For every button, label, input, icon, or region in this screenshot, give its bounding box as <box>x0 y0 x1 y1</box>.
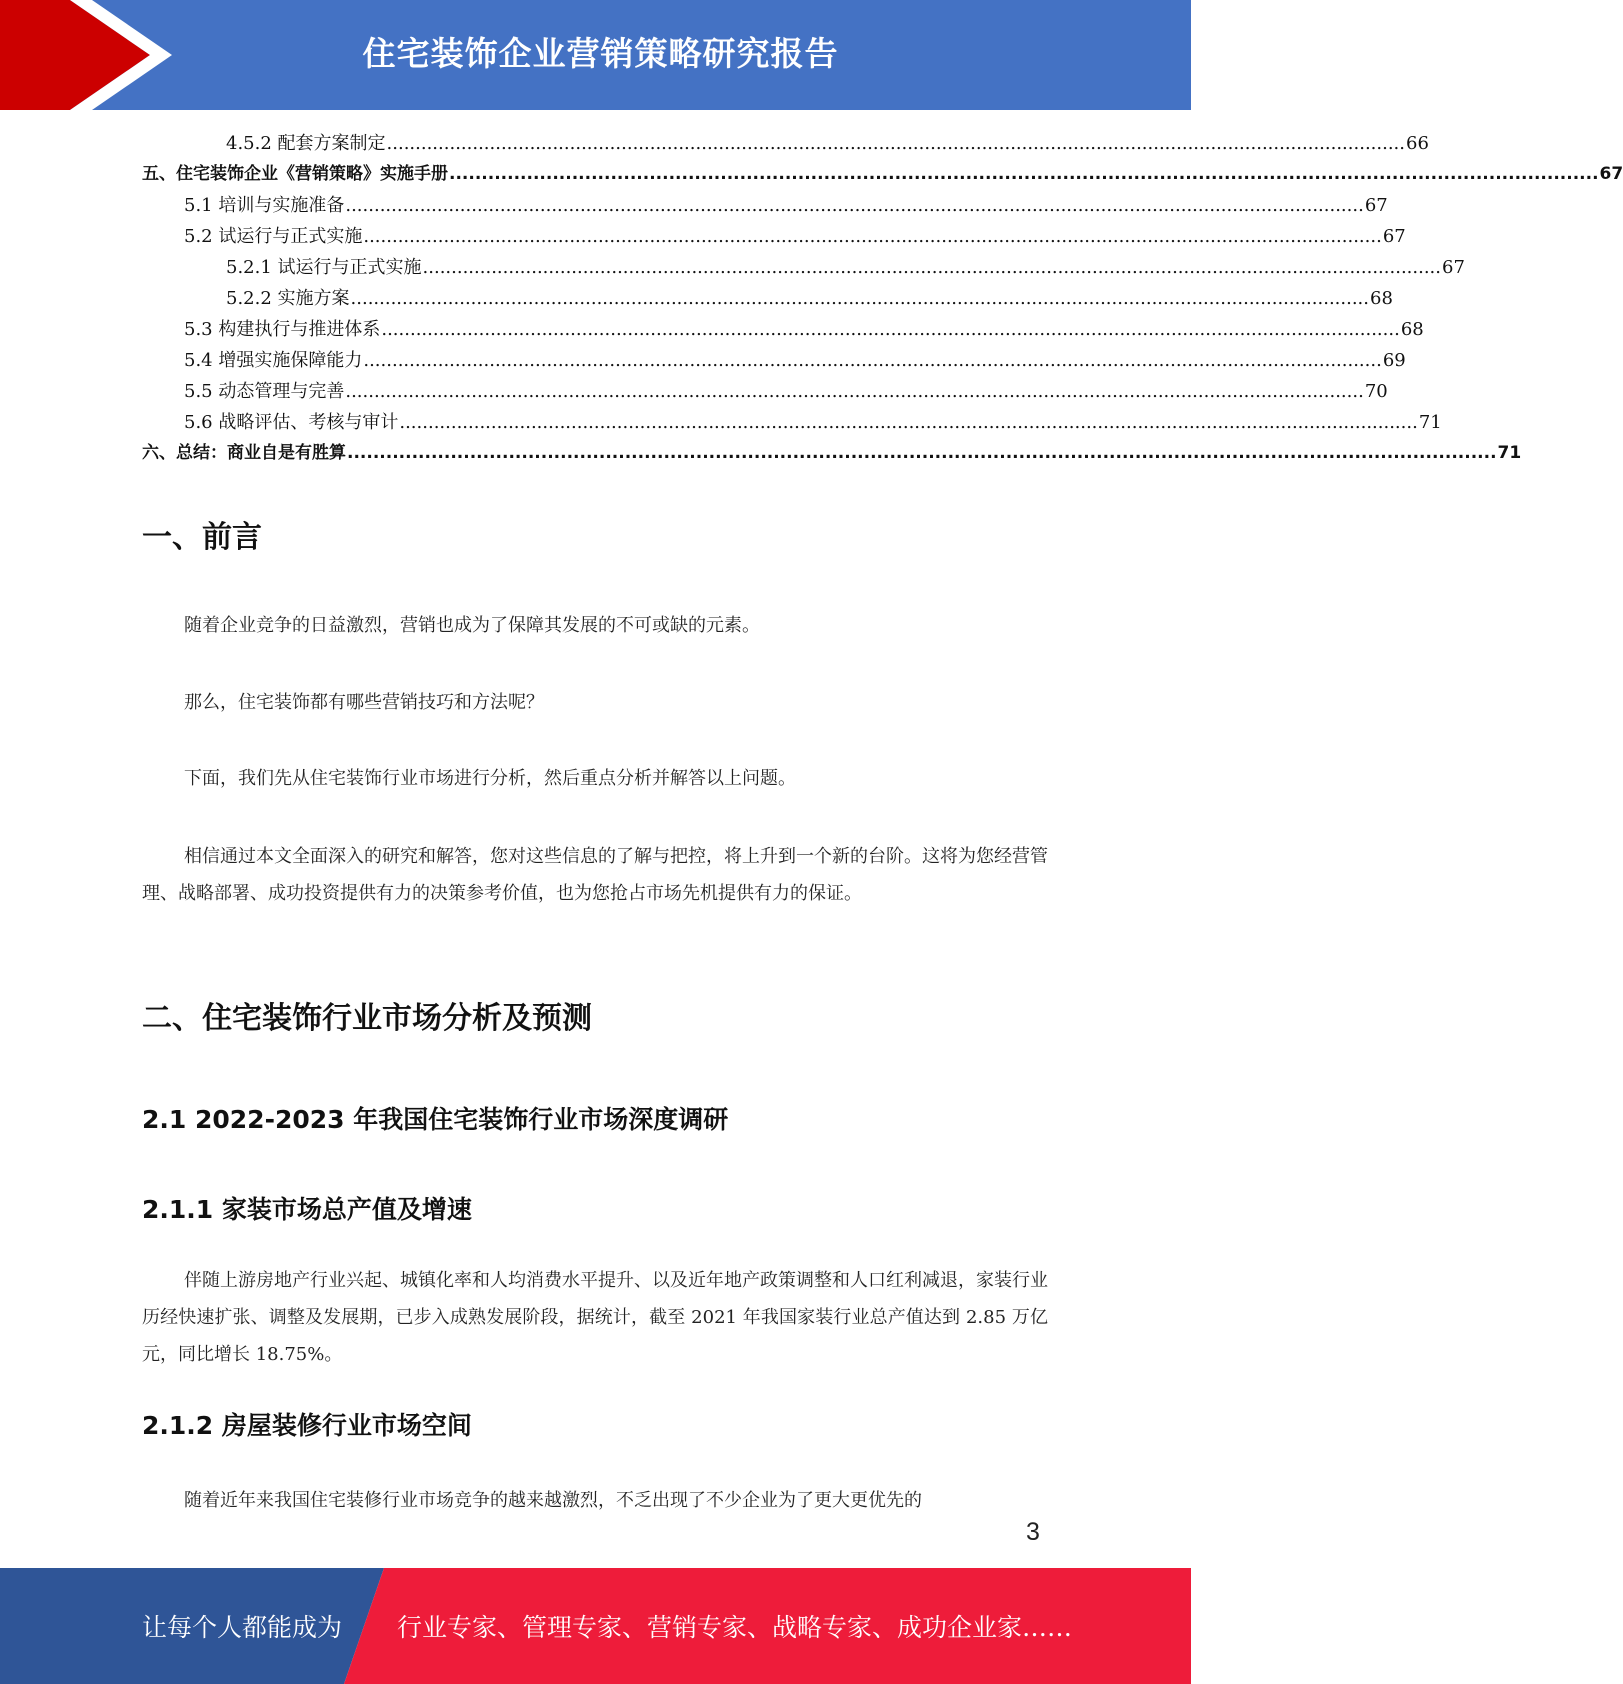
toc-leader: .................................................................................................................................................................................. <box>350 288 1369 309</box>
page-footer <box>0 1568 1191 1684</box>
toc-leader: .................................................................................................................................................................................. <box>345 195 1364 216</box>
paragraph: 伴随上游房地产行业兴起、城镇化率和人均消费水平提升、以及近年地产政策调整和人口红利减退，家装行业历经快速扩张、调整及发展期，已步入成熟发展阶段，据统计，截至 2021 年我国家装行业总产值达到 2.85 万亿元，同比增长 18.75%。 <box>142 1270 1048 1365</box>
toc-entry-page: 70 <box>1364 381 1388 402</box>
toc-entry[interactable] <box>142 128 1429 159</box>
paragraph: 那么，住宅装饰都有哪些营销技巧和方法呢？ <box>184 692 544 713</box>
section-heading: 二、住宅装饰行业市场分析及预测 <box>142 1001 592 1036</box>
toc-entry-page: 67 <box>1599 164 1623 184</box>
toc-entry-label: 4.5.2 配套方案制定 <box>226 133 386 154</box>
paragraph: 随着企业竞争的日益激烈，营销也成为了保障其发展的不可或缺的元素。 <box>184 615 760 636</box>
section-heading: 一、前言 <box>142 520 262 555</box>
toc-entry-page: 66 <box>1406 133 1429 154</box>
toc-entry[interactable] <box>142 221 1406 252</box>
toc-entry[interactable] <box>142 438 1522 469</box>
toc-entry-page: 71 <box>1497 443 1522 463</box>
toc-entry[interactable] <box>142 345 1406 376</box>
toc-leader: .................................................................................................................................................................................. <box>381 319 1400 340</box>
toc-entry-label: 5.2 试运行与正式实施 <box>184 226 363 247</box>
subsection-heading: 2.1.2 房屋装修行业市场空间 <box>142 1411 472 1440</box>
table-of-contents <box>142 128 1623 469</box>
toc-entry[interactable] <box>142 159 1623 190</box>
toc-entry[interactable] <box>142 252 1465 283</box>
subsection-heading: 2.1.1 家装市场总产值及增速 <box>142 1195 472 1224</box>
toc-leader: .................................................................................................................................................................................. <box>399 412 1418 433</box>
toc-leader: .................................................................................................................................................................................. <box>347 443 1497 463</box>
toc-entry-page: 69 <box>1382 350 1406 371</box>
toc-entry-label: 5.3 构建执行与推进体系 <box>184 319 381 340</box>
document-title: 住宅装饰企业营销策略研究报告 <box>362 34 839 73</box>
toc-leader: .................................................................................................................................................................................. <box>363 350 1382 371</box>
toc-entry-label: 5.6 战略评估、考核与审计 <box>184 412 399 433</box>
toc-entry-label: 5.2.2 实施方案 <box>226 288 350 309</box>
paragraph: 随着近年来我国住宅装修行业市场竞争的越来越激烈，不乏出现了不少企业为了更大更优先的 <box>184 1490 922 1511</box>
toc-entry-page: 68 <box>1400 319 1424 340</box>
page-header <box>0 0 1191 110</box>
toc-leader: .................................................................................................................................................................................. <box>449 164 1599 184</box>
toc-entry-page: 67 <box>1442 257 1465 278</box>
toc-entry-label: 5.4 增强实施保障能力 <box>184 350 363 371</box>
page-number: 3 <box>1026 1518 1040 1546</box>
footer-slogan-left: 让每个人都能成为 <box>142 1613 343 1642</box>
toc-entry[interactable] <box>142 407 1442 438</box>
toc-leader: .................................................................................................................................................................................. <box>422 257 1441 278</box>
footer-slogan-right: 行业专家、管理专家、营销专家、战略专家、成功企业家…… <box>397 1613 1073 1642</box>
toc-leader: .................................................................................................................................................................................. <box>363 226 1382 247</box>
toc-entry-label: 5.2.1 试运行与正式实施 <box>226 257 422 278</box>
toc-entry-page: 68 <box>1370 288 1393 309</box>
toc-entry-label: 五、住宅装饰企业《营销策略》实施手册 <box>142 164 448 184</box>
toc-entry[interactable] <box>142 376 1388 407</box>
toc-leader: .................................................................................................................................................................................. <box>386 133 1405 154</box>
toc-entry-page: 67 <box>1382 226 1406 247</box>
toc-entry-page: 67 <box>1364 195 1388 216</box>
toc-entry-page: 71 <box>1418 412 1442 433</box>
subsection-heading: 2.1 2022-2023 年我国住宅装饰行业市场深度调研 <box>142 1105 729 1134</box>
paragraph: 相信通过本文全面深入的研究和解答，您对这些信息的了解与把控，将上升到一个新的台阶。这将为您经营管理、战略部署、成功投资提供有力的决策参考价值，也为您抢占市场先机提供有力的保证。 <box>142 846 1048 904</box>
toc-entry-label: 六、总结：商业自是有胜算 <box>142 443 346 463</box>
toc-leader: .................................................................................................................................................................................. <box>345 381 1364 402</box>
toc-entry[interactable] <box>142 283 1393 314</box>
toc-entry[interactable] <box>142 190 1388 221</box>
paragraph: 下面，我们先从住宅装饰行业市场进行分析，然后重点分析并解答以上问题。 <box>184 768 796 789</box>
toc-entry-label: 5.1 培训与实施准备 <box>184 195 345 216</box>
toc-entry[interactable] <box>142 314 1424 345</box>
toc-entry-label: 5.5 动态管理与完善 <box>184 381 345 402</box>
